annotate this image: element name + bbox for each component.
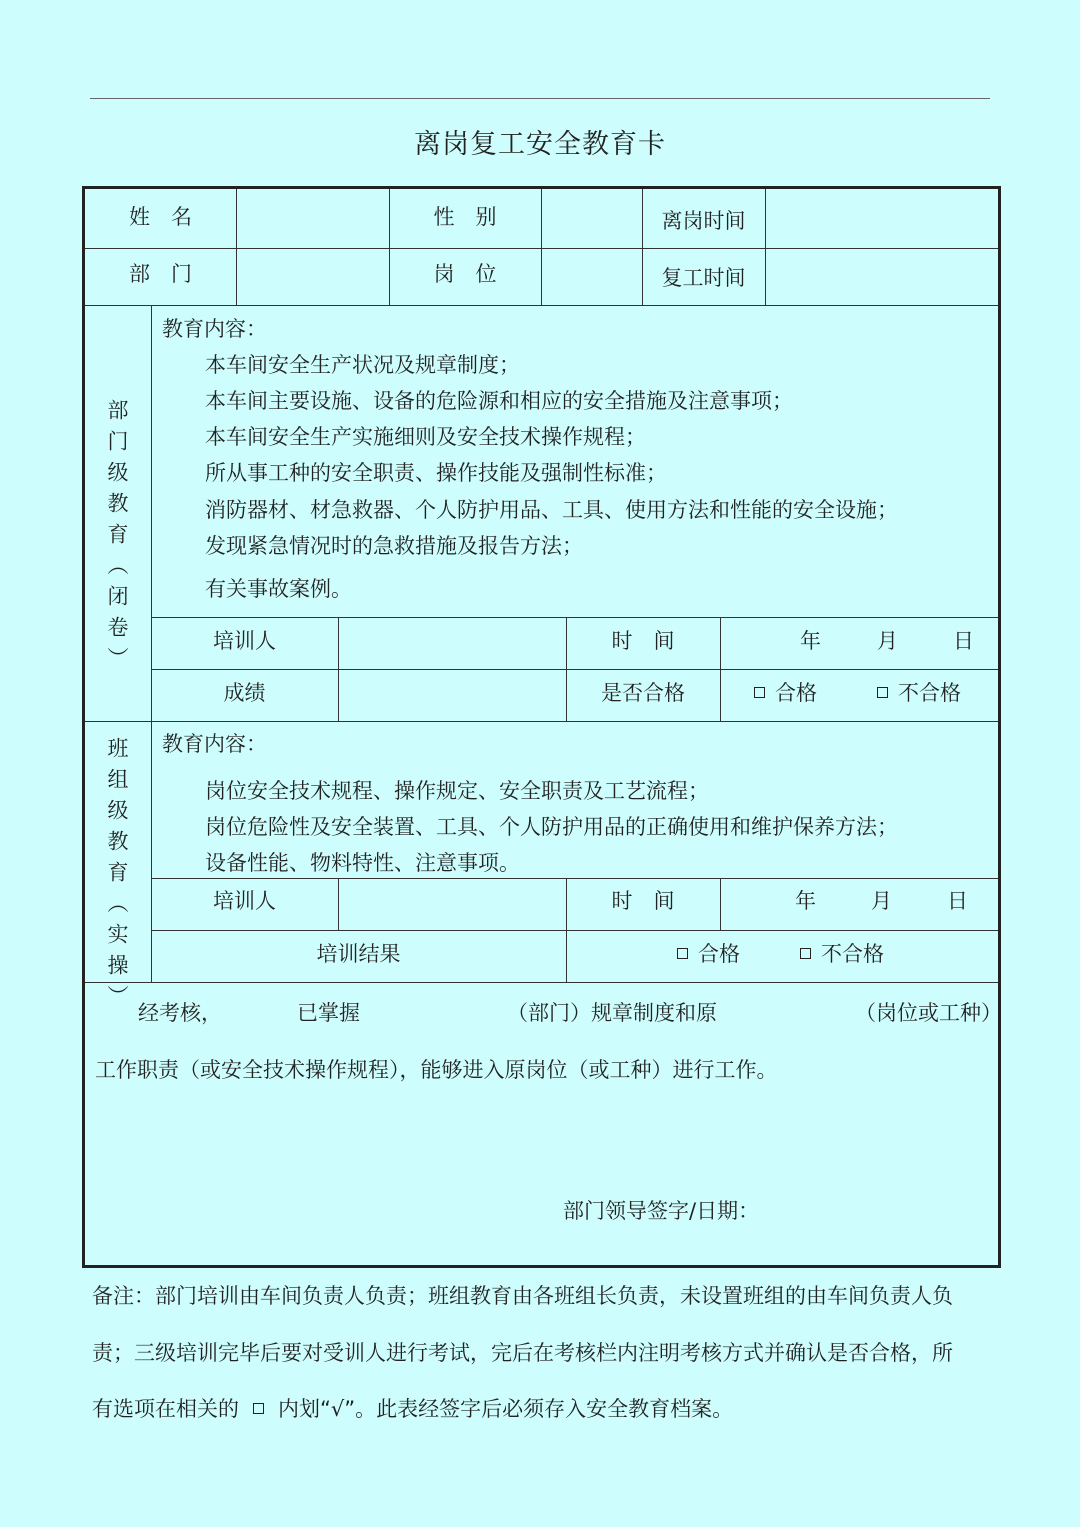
conclusion-part1: 经考核， <box>138 1001 222 1025</box>
dept-day-label: 日 <box>953 629 974 653</box>
conclusion-part3: （部门）规章制度和原 <box>507 1001 717 1025</box>
team-fail-text: 不合格 <box>821 942 884 966</box>
gender-label: 性 别 <box>433 205 497 229</box>
row-divider <box>85 721 998 722</box>
team-trainer-label: 培训人 <box>213 889 276 913</box>
checkbox-icon[interactable] <box>754 687 765 698</box>
remark-line-3-pre: 有选项在相关的 <box>92 1397 239 1421</box>
dept-pass-option[interactable] <box>754 683 817 704</box>
dept-score-label: 成绩 <box>223 681 266 705</box>
return-time-label: 复工时间 <box>661 266 746 290</box>
leave-time-label: 离岗时间 <box>661 209 746 233</box>
dept-label: 部 门 <box>129 262 192 286</box>
checkbox-icon[interactable] <box>877 687 888 698</box>
team-content-item: 岗位危险性及安全装置、工具、个人防护用品的正确使用和维护保养方法； <box>205 815 898 839</box>
team-year-label: 年 <box>795 889 816 913</box>
remark-line-2: 责；三级培训完毕后要对受训人进行考试，完后在考核栏内注明考核方式并确认是否合格，所 <box>92 1341 953 1365</box>
name-label: 姓 名 <box>129 205 192 229</box>
dept-content-item: 所从事工种的安全职责、操作技能及强制性标准； <box>205 461 667 485</box>
conclusion-line2: 工作职责（或安全技术操作规程），能够进入原岗位（或工种）进行工作。 <box>95 1058 778 1082</box>
dept-trainer-label: 培训人 <box>213 629 276 653</box>
row-divider <box>151 617 998 618</box>
team-pass-text: 合格 <box>698 942 740 966</box>
col-divider <box>338 617 339 721</box>
dept-fail-text: 不合格 <box>898 681 961 705</box>
team-content-title: 教育内容： <box>162 732 267 756</box>
post-label: 岗 位 <box>433 262 497 286</box>
col-divider <box>720 617 721 721</box>
dept-content-item: 本车间主要设施、设备的危险源和相应的安全措施及注意事项； <box>205 389 793 413</box>
checkbox-icon <box>253 1403 264 1414</box>
dept-content-item: 本车间安全生产实施细则及安全技术操作规程； <box>205 425 646 449</box>
team-day-label: 日 <box>947 889 968 913</box>
row-divider <box>151 878 998 879</box>
leader-signature-label: 部门领导签字/日期： <box>563 1199 760 1223</box>
dept-content-item: 有关事故案例。 <box>205 577 352 601</box>
col-divider <box>541 189 542 305</box>
dept-content-item: 发现紧急情况时的急救措施及报告方法； <box>205 534 583 558</box>
checkbox-icon[interactable] <box>677 948 688 959</box>
row-divider <box>85 305 998 306</box>
remark-line-1: 备注：部门培训由车间负责人负责；班组教育由各班组长负责，未设置班组的由车间负责人负 <box>92 1284 953 1308</box>
team-fail-option[interactable] <box>800 944 884 965</box>
dept-pass-question-label: 是否合格 <box>601 681 685 705</box>
checkbox-icon[interactable] <box>800 948 811 959</box>
col-divider <box>236 189 237 305</box>
dept-fail-option[interactable] <box>877 683 961 704</box>
dept-content-item: 本车间安全生产状况及规章制度； <box>205 353 520 377</box>
dept-content-title: 教育内容： <box>162 317 267 341</box>
remark-line-3 <box>92 1399 733 1420</box>
dept-time-label: 时 间 <box>611 629 675 653</box>
remark-line-3-post: 内划“√”。此表经签字后必须存入安全教育档案。 <box>278 1397 734 1421</box>
dept-month-label: 月 <box>877 629 898 653</box>
page-title: 离岗复工安全教育卡 <box>414 129 666 160</box>
education-card-form <box>82 186 1001 1268</box>
team-education-side-label: 班组级教育（实操） <box>105 737 129 1016</box>
team-month-label: 月 <box>871 889 892 913</box>
team-content-item: 岗位安全技术规程、操作规定、安全职责及工艺流程； <box>205 779 709 803</box>
col-divider <box>765 189 766 305</box>
team-pass-option[interactable] <box>677 944 740 965</box>
row-divider <box>151 930 998 931</box>
conclusion-part4: （岗位或工种） <box>855 1001 1002 1025</box>
team-time-label: 时 间 <box>611 889 675 913</box>
col-divider <box>720 878 721 930</box>
dept-content-item: 消防器材、材急救器、个人防护用品、工具、使用方法和性能的安全设施； <box>205 498 898 522</box>
dept-education-side-label: 部门级教育（闭卷） <box>105 399 129 678</box>
col-divider <box>338 878 339 930</box>
dept-year-label: 年 <box>800 629 821 653</box>
row-divider <box>151 669 998 670</box>
conclusion-part2: 已掌握 <box>297 1001 360 1025</box>
team-result-label: 培训结果 <box>316 942 401 966</box>
row-divider <box>85 982 998 983</box>
dept-pass-text: 合格 <box>775 681 817 705</box>
team-content-item: 设备性能、物料特性、注意事项。 <box>205 851 520 875</box>
top-rule <box>90 98 990 99</box>
